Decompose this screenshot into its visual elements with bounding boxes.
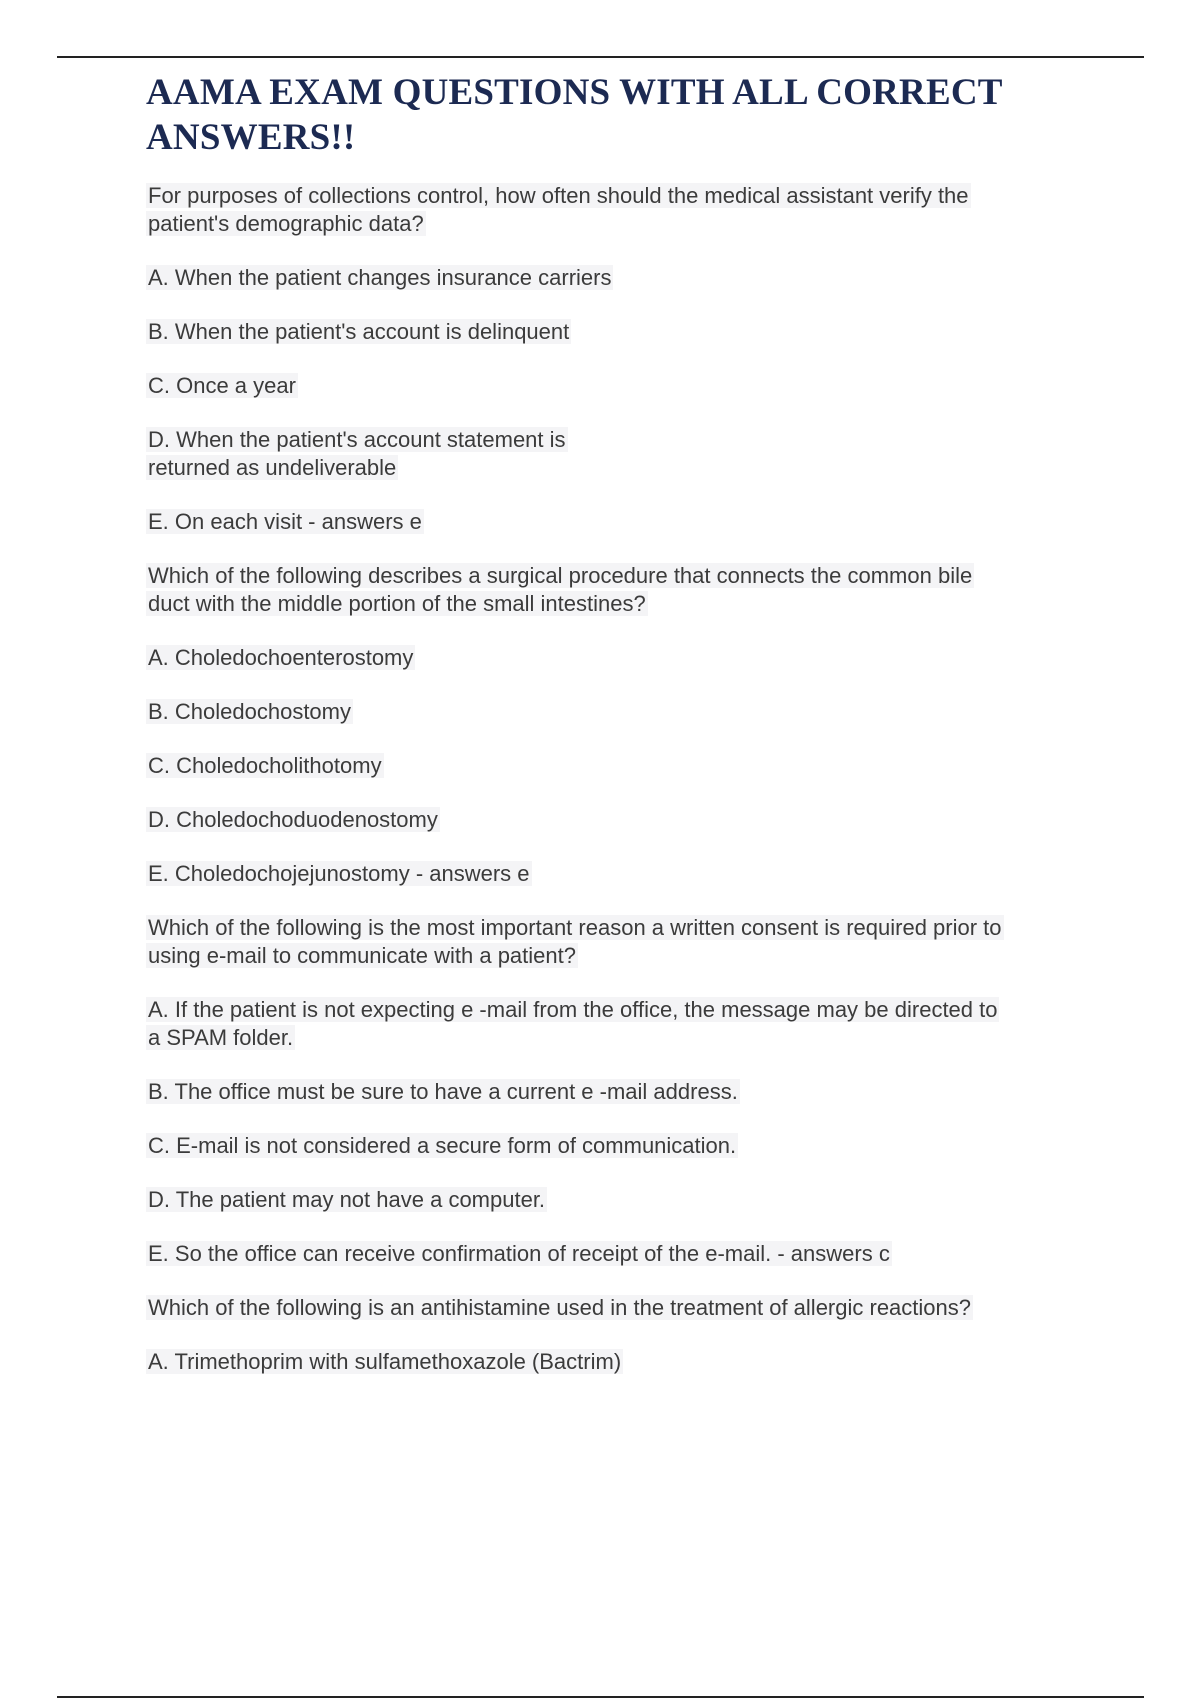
option-text: A. If the patient is not expecting e -mail from the office, the message may be directed to: [148, 997, 998, 1022]
question-1-option-a: [146, 264, 1096, 292]
question-1-line-2: patient's demographic data?: [148, 211, 424, 236]
option-text: a SPAM folder.: [148, 1025, 294, 1050]
question-2-option-b: [146, 698, 1096, 726]
title-line-2: ANSWERS!!: [146, 117, 356, 158]
question-3-line-2: using e-mail to communicate with a patient?: [148, 943, 576, 968]
document-title: [146, 70, 1096, 160]
question-1-line-1: For purposes of collections control, how often should the medical assistant verify the: [148, 183, 969, 208]
question-3-option-e: [146, 1240, 1096, 1268]
question-2-option-d: [146, 806, 1096, 834]
option-text: C. Choledocholithotomy: [148, 753, 382, 778]
option-text: E. On each visit - answers e: [148, 509, 422, 534]
question-1: [146, 182, 1096, 238]
option-text: A. Trimethoprim with sulfamethoxazole (Bactrim): [148, 1349, 622, 1374]
option-text: A. When the patient changes insurance carriers: [148, 265, 612, 290]
title-line-1: AAMA EXAM QUESTIONS WITH ALL CORRECT: [146, 72, 1003, 113]
question-4-line-1: Which of the following is an antihistamine used in the treatment of allergic reactions?: [148, 1295, 971, 1320]
question-3-option-d: [146, 1186, 1096, 1214]
option-text: E. Choledochojejunostomy - answers e: [148, 861, 530, 886]
question-3-line-1: Which of the following is the most important reason a written consent is required prior to: [148, 915, 1002, 940]
option-text: A. Choledochoenterostomy: [148, 645, 414, 670]
question-3: [146, 914, 1096, 970]
question-1-option-b: [146, 318, 1096, 346]
question-3-option-b: [146, 1078, 1096, 1106]
question-2-line-1: Which of the following describes a surgical procedure that connects the common bile: [148, 563, 973, 588]
option-text: D. The patient may not have a computer.: [148, 1187, 546, 1212]
option-text: D. When the patient's account statement is: [148, 427, 566, 452]
question-2-option-a: [146, 644, 1096, 672]
question-3-option-a: [146, 996, 1096, 1052]
option-text: B. The office must be sure to have a current e -mail address.: [148, 1079, 738, 1104]
option-text: C. Once a year: [148, 373, 296, 398]
question-1-option-d: [146, 426, 1096, 482]
option-text: B. Choledochostomy: [148, 699, 351, 724]
option-text: B. When the patient's account is delinquent: [148, 319, 570, 344]
question-2: [146, 562, 1096, 618]
question-4: [146, 1294, 1096, 1322]
option-text: returned as undeliverable: [148, 455, 397, 480]
question-2-option-e: [146, 860, 1096, 888]
question-2-line-2: duct with the middle portion of the small intestines?: [148, 591, 646, 616]
question-4-option-a: [146, 1348, 1096, 1376]
top-rule: [57, 56, 1144, 58]
option-text: E. So the office can receive confirmation of receipt of the e-mail. - answers c: [148, 1241, 890, 1266]
bottom-rule: [57, 1696, 1144, 1698]
question-1-option-c: [146, 372, 1096, 400]
question-3-option-c: [146, 1132, 1096, 1160]
question-1-option-e: [146, 508, 1096, 536]
document-page: [146, 70, 1096, 1402]
question-2-option-c: [146, 752, 1096, 780]
option-text: C. E-mail is not considered a secure form of communication.: [148, 1133, 737, 1158]
option-text: D. Choledochoduodenostomy: [148, 807, 438, 832]
